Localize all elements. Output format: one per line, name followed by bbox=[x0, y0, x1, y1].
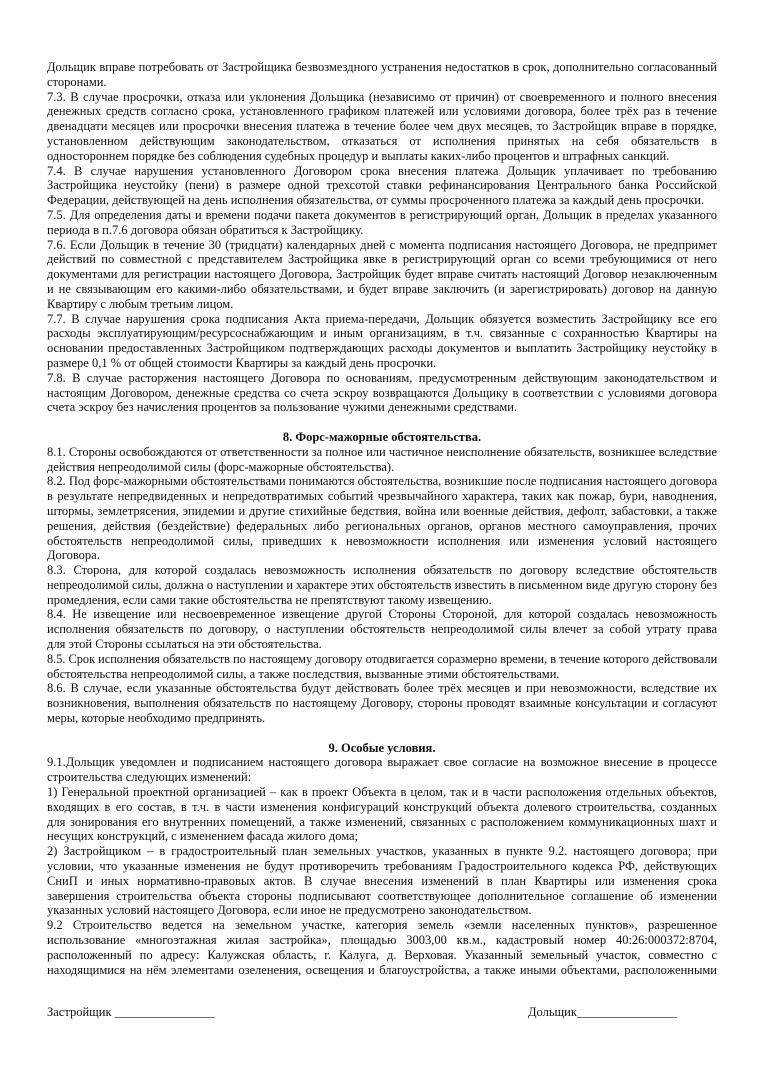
text-line: Дольщик вправе потребовать от Застройщика безвозмездного устранения недостатков в срок, дополнительно согласованный bbox=[47, 60, 717, 74]
text-line: расходы эксплуатирующим/ресурсоснабжающим и иным организациям, в т.ч. связанные с сохранностью Квартиры на bbox=[47, 326, 717, 341]
text-line: 8.3. Сторона, для которой создалась невозможность исполнения обязательств по договору вследствие обстоятельств bbox=[47, 563, 717, 578]
contract-page-body bbox=[47, 60, 717, 977]
text-line: для этой Стороны ссылаться на эти обстоятельства. bbox=[47, 637, 322, 652]
text-line: одностороннем порядке без соблюдения судебных процедур и выплаты каких-либо процентов и штрафных санкций. bbox=[47, 148, 670, 163]
text-line: 8.6. В случае, если указанные обстоятельства будут действовать более трёх месяцев и при невозможности, вследствие их bbox=[47, 681, 717, 696]
paragraph-8-6 bbox=[47, 681, 717, 725]
paragraph-8-4 bbox=[47, 607, 717, 651]
text-line: Квартиру с любым третьим лицом. bbox=[47, 296, 234, 311]
paragraph-7-8 bbox=[47, 371, 717, 415]
paragraph-9-1 bbox=[47, 755, 717, 785]
text-line: промедления, если сами такие обстоятельства не препятствуют такому извещению. bbox=[47, 592, 492, 607]
text-line: обстоятельства непреодолимой силы, а также последствия, вызванные этими обстоятельствами. bbox=[47, 666, 560, 681]
shareholder-signature-line: Дольщик________________ bbox=[528, 1005, 677, 1019]
text-line: 9.2 Строительство ведется на земельном участке, категория земель «земли населенных пунктов», разрешенное bbox=[47, 918, 717, 933]
text-line: периода в п.7.6 договора обязан обратиться к Застройщику. bbox=[47, 222, 364, 237]
text-line: установленном действующим законодательством, отказаться от исполнения принятых на себя обязательств в bbox=[47, 133, 717, 148]
text-line: 1) Генеральной проектной организацией – как в проект Объекта в целом, так и в части расположения отдельных объектов, bbox=[47, 785, 717, 800]
text-line: СниП и иных нормативно-правовых актов. В случае внесения изменений в план Квартиры или изменения срока bbox=[47, 873, 717, 888]
paragraph-8-5 bbox=[47, 652, 717, 682]
text-line: 7.5. Для определения даты и времени подачи пакета документов в регистрирующий орган, Дольщик в пределах указанного bbox=[47, 207, 717, 222]
text-line: Договора. bbox=[47, 548, 100, 563]
section-9-heading: 9. Особые условия. bbox=[328, 740, 436, 755]
text-line: действий по совместной с представителем Застройщика явке в регистрирующий орган со всеми требующимися от него bbox=[47, 252, 717, 267]
text-line: в результате непредвиденных и непредотвратимых событий чрезвычайного характера, таких как пожар, бури, наводнения, bbox=[47, 489, 717, 504]
text-line: двенадцати месяцев или просрочки внесения платежа в течение более чем двух месяцев, то Застройщик вправе в порядке, bbox=[47, 119, 717, 134]
text-line: несущих конструкций, с изменением фасада жилого дома; bbox=[47, 829, 359, 844]
paragraph-7-2-continued bbox=[47, 60, 717, 90]
text-line: денежных средств согласно срока, установленного графиком платежей или условиями договора, более трёх раз в течение bbox=[47, 104, 717, 119]
text-line: Федерации, действующей на день исполнения обязательства, от суммы просроченного платежа за каждый день просрочки. bbox=[47, 193, 705, 208]
text-line: 7.7. В случае нарушения срока подписания Акта приема-передачи, Дольщик обязуется возместить Застройщику все его bbox=[47, 311, 717, 326]
text-line: меры, которые необходимо предпринять. bbox=[47, 711, 266, 726]
text-line: Застройщика неустойку (пени) в размере одной трехсотой ставки рефинансирования Центрального банка Российской bbox=[47, 178, 717, 193]
paragraph-7-6 bbox=[47, 238, 717, 312]
text-line: решения, действия (бездействие) федеральных либо региональных органов, органов местного самоуправления, прочих bbox=[47, 518, 717, 533]
text-line: 8.1. Стороны освобождаются от ответственности за полное или частичное неисполнение обязательств, возникшее вследствие bbox=[47, 444, 717, 459]
text-line: использование «многоэтажная жилая застройка», площадью 3003,00 кв.м., кадастровый номер 40:26:000372:8704, bbox=[47, 933, 717, 948]
text-line: указанных условий настоящего Договора, если иное не предусмотрено законодательством. bbox=[47, 903, 532, 918]
text-line: строительства следующих изменений: bbox=[47, 770, 252, 785]
text-line: сторонами. bbox=[47, 74, 107, 89]
text-line: завершения строительства объекта стороны подписывают соответствующее дополнительное соглашение об изменении bbox=[47, 888, 717, 903]
blank-line bbox=[47, 726, 717, 741]
text-line: счета эскроу без начисления процентов за пользование чужими денежными средствами. bbox=[47, 400, 518, 415]
text-line: документами для регистрации настоящего Договора, Застройщик будет вправе считать настоящий Договор незаключенным bbox=[47, 267, 717, 282]
text-line: 7.8. В случае расторжения настоящего Договора по основаниям, предусмотренным действующим законодательством и bbox=[47, 370, 717, 385]
paragraph-8-1 bbox=[47, 445, 717, 475]
paragraph-9-2 bbox=[47, 918, 717, 977]
text-line: входящих в его состав, в т.ч. в части изменения конфигураций конструкций объекта долевого строительства, созданных bbox=[47, 799, 717, 814]
text-line: 7.6. Если Дольщик в течение 30 (тридцати) календарных дней с момента подписания настоящего Договора, не предпримет bbox=[47, 237, 717, 252]
paragraph-8-2 bbox=[47, 474, 717, 563]
text-line: 2) Застройщиком – в градостроительный план земельных участков, указанных в пункте 9.2. настоящего договора; при bbox=[47, 844, 717, 859]
text-line: 9.1.Дольщик уведомлен и подписанием настоящего договора выражает свое согласие на возможное внесение в процессе bbox=[47, 755, 717, 770]
paragraph-9-1-item-1 bbox=[47, 785, 717, 844]
text-line: 7.4. В случае нарушения установленного Договором срока внесения платежа Дольщик уплачивает по требованию bbox=[47, 163, 717, 178]
text-line: 7.3. В случае просрочки, отказа или уклонения Дольщика (независимо от причин) от своевременного и полного внесения bbox=[47, 89, 717, 104]
paragraph-9-1-item-2 bbox=[47, 844, 717, 918]
section-8-heading: 8. Форс-мажорные обстоятельства. bbox=[282, 429, 482, 444]
text-line: основании предоставленных Застройщиком подтверждающих расходы документов и выплатить Застройщику неустойку в bbox=[47, 341, 717, 356]
developer-signature-line: Застройщик ________________ bbox=[47, 1005, 215, 1019]
paragraph-7-7 bbox=[47, 312, 717, 371]
text-line: обстоятельств непреодолимой силы, приведших к невозможности исполнения или изменения условий настоящего bbox=[47, 533, 717, 548]
paragraph-7-3 bbox=[47, 90, 717, 164]
text-line: условии, что указанные изменения не будут противоречить требованиям Градостроительного кодекса РФ, действующих bbox=[47, 859, 717, 874]
text-line: действия непреодолимой силы (форс-мажорные обстоятельства). bbox=[47, 459, 395, 474]
text-line: непреодолимой силы, должна о наступлении и характере этих обстоятельств известить в письменном виде другую сторону без bbox=[47, 577, 717, 592]
text-line: штормы, землетрясения, эпидемии и другие стихийные бедствия, война или военные действия, дефолт, забастовки, а также bbox=[47, 503, 717, 518]
text-line: расположенный по адресу: Калужская область, г. Калуга, д. Верховая. Указанный земельный участок, совместно с bbox=[47, 947, 717, 962]
blank-line bbox=[47, 415, 717, 430]
text-line: возникновения, выполнения обязательств по настоящему Договору, стороны проводят взаимные консультации и согласуют bbox=[47, 696, 717, 711]
text-line: размере 0,1 % от общей стоимости Квартиры за каждый день просрочки. bbox=[47, 355, 437, 370]
text-line: 8.2. Под форс-мажорными обстоятельствами понимаются обстоятельства, возникшие после подписания настоящего договора bbox=[47, 474, 718, 489]
text-line: 8.5. Срок исполнения обязательств по настоящему договору отодвигается соразмерно времени, в течение которого действовали bbox=[47, 651, 718, 666]
paragraph-7-5 bbox=[47, 208, 717, 238]
text-line: настоящим Договором, денежные средства со счета эскроу возвращаются Дольщику в соответствии с условиями договора bbox=[47, 385, 717, 400]
text-line: 8.4. Не извещение или несвоевременное извещение другой Стороны Стороной, для которой создалась невозможность bbox=[47, 607, 717, 622]
paragraph-7-4 bbox=[47, 164, 717, 208]
text-line: и не связывающим его какими-либо обязательствами, и будет вправе заключить (и зарегистрировать) договор на данную bbox=[47, 281, 717, 296]
text-line: находящимися на нём элементами озеленения, освещения и благоустройства, а также иными объектами, расположенными bbox=[47, 962, 717, 977]
text-line: для зонирования его внутренних помещений, а также изменений, связанных с расположением коммуникационных шахт и bbox=[47, 814, 717, 829]
paragraph-8-3 bbox=[47, 563, 717, 607]
text-line: исполнения обязательств по договору, о наступлении обстоятельств непреодолимой силы влечет за собой утрату права bbox=[47, 622, 717, 637]
